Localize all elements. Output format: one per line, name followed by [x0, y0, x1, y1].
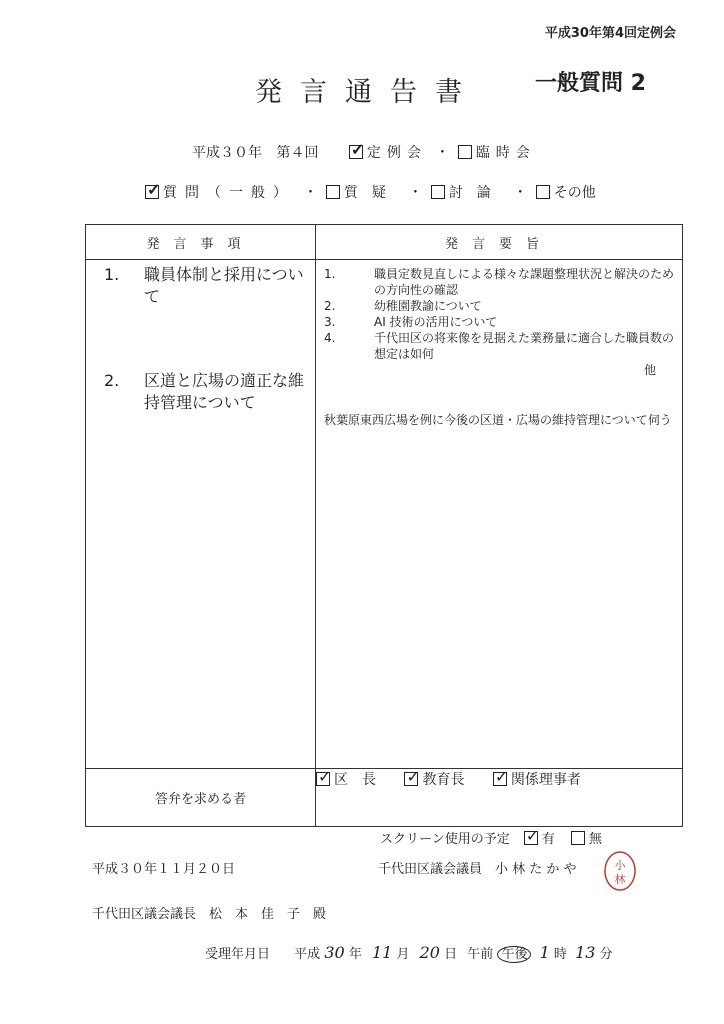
statement-table: [85, 224, 683, 827]
received-label: 受理年月日: [205, 947, 271, 962]
topic-item: [86, 370, 315, 414]
col-header-summary: 発言要旨: [316, 225, 683, 260]
session-label: 平成30年第4回定例会: [544, 26, 676, 41]
respond-label: 答弁を求める者: [86, 769, 316, 827]
svg-text:林: 林: [614, 873, 626, 886]
mayor-checkbox[interactable]: [316, 772, 330, 786]
extra-session-checkbox[interactable]: [458, 145, 472, 159]
detail-text: AI 技術の活用について: [374, 315, 498, 329]
screen-usage-label: スクリーン使用の予定: [380, 832, 510, 847]
session-line: [192, 142, 536, 162]
received-day: 20: [419, 943, 440, 962]
day-unit: 日: [444, 947, 458, 962]
detail-number: 2.: [324, 299, 336, 313]
type-line: [145, 182, 596, 202]
hour-unit: 時: [553, 947, 567, 962]
topic-number: 1.: [104, 265, 120, 284]
received-year: 30: [324, 943, 345, 962]
question-label: 質問（一般）: [163, 185, 295, 201]
svg-text:小: 小: [614, 859, 626, 872]
mayor-label: 区 長: [334, 772, 376, 788]
detail-number: 4.: [324, 331, 336, 345]
extra-session-label: 臨時会: [475, 145, 536, 161]
topic-item: [86, 264, 315, 308]
screen-no-checkbox[interactable]: [571, 831, 585, 845]
detail-list: [316, 266, 682, 378]
detail-item: [316, 314, 682, 330]
question-type: 一般質問 2: [535, 71, 646, 96]
detail-number: 3.: [324, 315, 336, 329]
topics-cell: [86, 260, 316, 769]
submission-date: 平成３０年１１月２０日: [92, 862, 236, 877]
session-number: 第４回: [276, 145, 319, 161]
detail-text: 千代田区の将来像を見据えた業務量に適合した職員数の想定は如何: [374, 331, 675, 361]
education-chief-label: 教育長: [422, 772, 465, 788]
detail-item: [316, 298, 682, 314]
personal-seal: [603, 850, 637, 892]
received-month: 11: [371, 943, 393, 962]
topic-title: 区道と広場の適正な維持管理について: [144, 371, 305, 412]
detail-item: [316, 330, 682, 362]
summary-cell: [316, 260, 683, 769]
topic-title: 職員体制と採用について: [144, 265, 304, 306]
officials-label: 関係理事者: [510, 772, 581, 788]
screen-yes-checkbox[interactable]: [524, 831, 538, 845]
officials-checkbox[interactable]: [493, 772, 507, 786]
topic-number: 2.: [104, 371, 120, 390]
received-era: 平成: [294, 947, 321, 962]
session-year: 平成３０年: [192, 145, 262, 161]
am-label: 午前: [467, 947, 494, 962]
inquiry-checkbox[interactable]: [326, 185, 340, 199]
document-title: 発言通告書: [255, 77, 480, 108]
col-header-topic: 発言事項: [86, 225, 316, 260]
separator: ・: [513, 185, 528, 201]
debate-label: 討論: [448, 185, 505, 201]
separator: ・: [408, 185, 423, 201]
screen-no-label: 無: [589, 832, 603, 847]
topic2-summary: 秋葉原東西広場を例に今後の区道・広場の維持管理について伺う: [324, 413, 672, 427]
education-chief-checkbox[interactable]: [404, 772, 418, 786]
detail-text: 幼稚園教諭について: [374, 299, 482, 313]
other-label: その他: [553, 185, 596, 201]
received-minute: 13: [575, 943, 596, 962]
separator: ・: [435, 145, 450, 161]
separator: ・: [303, 185, 318, 201]
inquiry-label: 質疑: [343, 185, 400, 201]
detail-text: 職員定数見直しによる様々な課題整理状況と解決のための方向性の確認: [374, 267, 675, 297]
pm-label-circled: 午後: [497, 946, 531, 963]
regular-session-checkbox[interactable]: [349, 145, 363, 159]
screen-usage-line: [380, 828, 602, 847]
month-unit: 月: [396, 947, 410, 962]
question-checkbox[interactable]: [145, 185, 159, 199]
regular-session-label: 定例会: [366, 145, 427, 161]
debate-checkbox[interactable]: [431, 185, 445, 199]
minute-unit: 分: [599, 947, 613, 962]
responders-cell: [316, 769, 683, 827]
other-checkbox[interactable]: [536, 185, 550, 199]
received-hour: 1: [539, 943, 550, 962]
detail-number: 1.: [324, 267, 336, 281]
chair-addressee: 千代田区議会議長 松 本 佳 子 殿: [92, 907, 327, 922]
member-name: 千代田区議会議員 小 林 た か や: [378, 862, 577, 877]
other-note: 他: [643, 363, 656, 377]
screen-yes-label: 有: [541, 832, 555, 847]
received-line: [205, 943, 613, 962]
detail-item: [316, 266, 682, 298]
year-unit: 年: [348, 947, 362, 962]
